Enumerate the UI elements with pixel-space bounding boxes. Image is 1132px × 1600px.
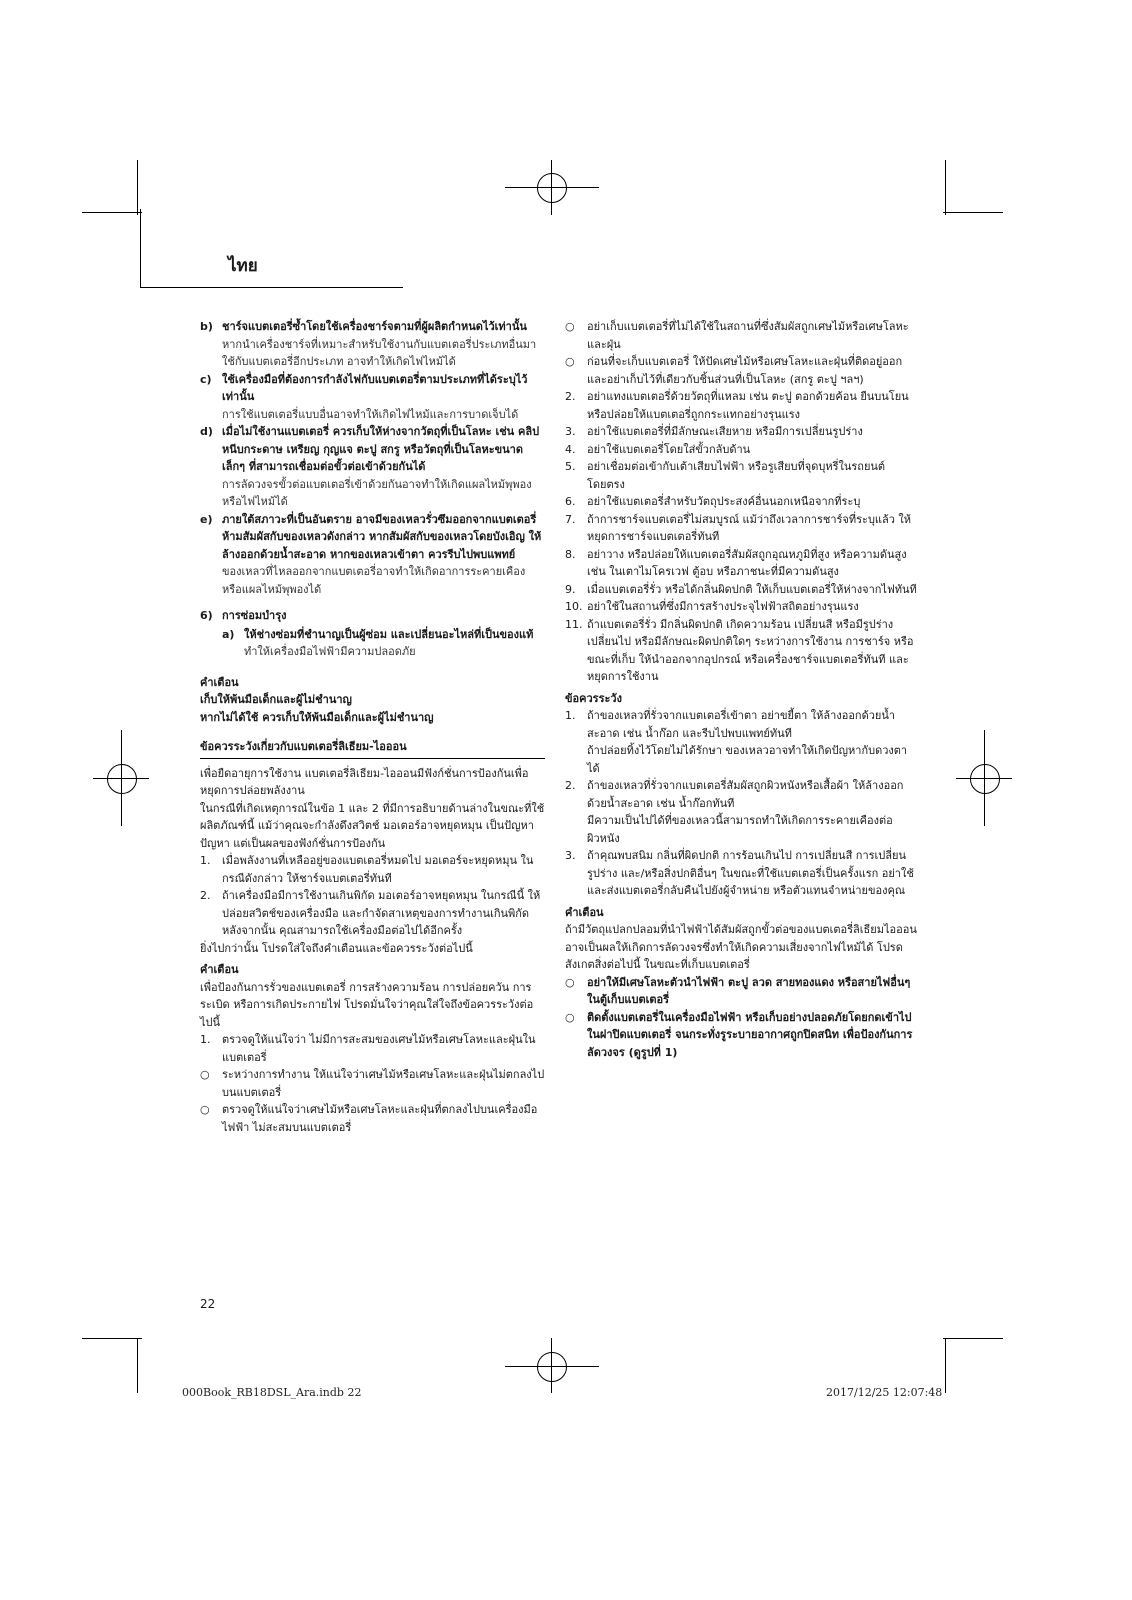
numbered-list: [565, 318, 917, 686]
service-section: 6) การซ่อมบำรุง a) ให้ช่างซ่อมที่ชำนาญเป็นผู้ซ่อม และเปลี่ยนอะไหล่ที่เป็นของแท้ ทำให้เครื่องมือไฟฟ้ามีความปลอดภัย: [200, 607, 545, 661]
language-tab-frame: [140, 209, 403, 288]
paragraph: ยิ่งไปกว่านั้น โปรดใส่ใจถึงคำเตือนและข้อควรระวังต่อไปนี้: [200, 941, 473, 955]
crop-mark: [945, 160, 946, 215]
list-item: ○ ติดตั้งแบตเตอรี่ในเครื่องมือไฟฟ้า หรือเก็บอย่างปลอดภัยโดยกดเข้าไปในฝาปิดแบตเตอรี่ จนกระทั่งรูระบายอากาศถูกปิดสนิท เพื่อป้องกันการลัดวงจร (ดูรูปที่ 1): [565, 1010, 913, 1059]
warning-heading: คำเตือน: [200, 963, 239, 976]
crop-mark: [945, 1338, 946, 1393]
warning-heading: คำเตือน: [565, 905, 604, 919]
list-item: ○ อย่าให้มีเศษโลหะตัวนำไฟฟ้า ตะปู ลวด สายทองแดง หรือสายไฟอื่นๆ ในตู้เก็บแบตเตอรี่: [565, 975, 911, 1006]
list-item: e) ภายใต้สภาวะที่เป็นอันตราย อาจมีของเหลวรั่วซึมออกจากแบตเตอรี่ ห้ามสัมผัสกับของเหลวดังกล่าว หากสัมผัสกับของเหลวโดยบังเอิญ ให้ล้างออกด้วยน้ำสะอาด หากของเหลวเข้าตา ควรรีบไปพบแพทย์ ของเหลวที่ไหลออกจากแบตเตอรี่อาจทำให้เกิดอาการระคายเคืองหรือแผลไหม้พุพองได้: [200, 511, 545, 599]
list-item: 6. อย่าใช้แบตเตอรี่สำหรับวัตถุประสงค์อื่นนอกเหนือจากที่ระบุ: [565, 495, 861, 508]
service-title: การซ่อมบำรุง: [222, 609, 287, 622]
item-title: ใช้เครื่องมือที่ต้องการกำลังไฟกับแบตเตอรี่ตามประเภทที่ได้ระบุไว้เท่านั้น: [222, 372, 528, 403]
crop-mark: [137, 160, 138, 215]
list-item: 5. อย่าเชื่อมต่อเข้ากับเต้าเสียบไฟฟ้า หรือรูเสียบที่จุดบุหรี่ในรถยนต์โดยตรง: [565, 460, 886, 491]
right-column: [565, 318, 917, 1061]
crop-mark: [943, 212, 1003, 213]
list-item: 2. อย่าแทงแบตเตอรี่ด้วยวัตถุที่แหลม เช่น ตะปู ตอกด้วยค้อน ยืนบนโยน หรือปล่อยให้แบตเตอรี่ถูกกระแทกอย่างรุนแรง: [565, 390, 909, 421]
warning-line: เก็บให้พ้นมือเด็กและผู้ไม่ชำนาญ: [200, 693, 352, 706]
list-item: 3. ถ้าคุณพบสนิม กลิ่นที่ผิดปกติ การร้อนเกินไป การเปลี่ยนสี การเปลี่ยนรูปร่าง และ/หรือสิ่งปกติอื่นๆ ในขณะที่ใช้แบตเตอรี่เป็นครั้งแรก อย่าใช้ และส่งแบตเตอรี่กลับคืนไปยังผู้จำหน่าย หรือตัวแทนจำหน่ายของคุณ: [565, 849, 914, 897]
list-item: 8. อย่าวาง หรือปล่อยให้แบตเตอรี่สัมผัสถูกอุณหภูมิที่สูง หรือความดันสูง เช่น ในเตาไมโครเวฟ ตู้อบ หรือภาชนะที่มีความดันสูง: [565, 547, 907, 578]
paragraph: เพื่อป้องกันการรั่วของแบตเตอรี่ การสร้างความร้อน การปล่อยควัน การระเบิด หรือการเกิดประกายไฟ โปรดมั่นใจว่าคุณใส่ใจถึงข้อควรระวังต่อไปนี้: [200, 980, 534, 1029]
list-item: 2. ถ้าของเหลวที่รั่วจากแบตเตอรี่สัมผัสถูกผิวหนังหรือเสื้อผ้า ให้ล้างออกด้วยน้ำสะอาด เช่น น้ำก๊อกทันที มีความเป็นไปได้ที่ของเหลวนี้สามารถทำให้เกิดการระคายเคืองต่อผิวหนัง: [565, 779, 904, 845]
item-title: ภายใต้สภาวะที่เป็นอันตราย อาจมีของเหลวรั่วซึมออกจากแบตเตอรี่ ห้ามสัมผัสกับของเหลวดังกล่าว หากสัมผัสกับของเหลวโดยบังเอิญ ให้ล้างออกด้วยน้ำสะอาด หากของเหลวเข้าตา ควรรีบไปพบแพทย์: [222, 512, 542, 561]
list-item: 2. ถ้าเครื่องมือมีการใช้งานเกินพิกัด มอเตอร์อาจหยุดหมุน ในกรณีนี้ ให้ปล่อยสวิตช์ของเครื่องมือ และกำจัดสาเหตุของการทำงานเกินพิกัด หลังจากนั้น คุณสามารถใช้เครื่องมือต่อไปได้อีกครั้ง: [200, 889, 541, 937]
list-item: 1. เมื่อพลังงานที่เหลืออยู่ของแบตเตอรี่หมดไป มอเตอร์จะหยุดหมุน ในกรณีดังกล่าว ให้ชาร์จแบตเตอรี่ทันที: [200, 854, 534, 885]
left-column: [200, 318, 545, 1136]
list-item: 4. อย่าใช้แบตเตอรี่โดยใส่ขั้วกลับด้าน: [565, 442, 751, 456]
list-item: 10. อย่าใช้ในสถานที่ซึ่งมีการสร้างประจุไฟฟ้าสถิตอย่างรุนแรง: [565, 600, 859, 613]
list-item: 3. อย่าใช้แบตเตอรี่ที่มีลักษณะเสียหาย หรือมีการเปลี่ยนรูปร่าง: [565, 425, 863, 438]
crop-mark: [82, 1338, 142, 1339]
numbered-list: [200, 852, 545, 940]
list-item: ○ ตรวจดูให้แน่ใจว่าเศษไม้หรือเศษโลหะและฝุ่นที่ตกลงไปบนเครื่องมือไฟฟ้า ไม่สะสมบนแบตเตอรี่: [200, 1103, 538, 1134]
item-desc: การใช้แบตเตอรี่แบบอื่นอาจทำให้เกิดไฟไหม้และการบาดเจ็บได้: [222, 407, 519, 421]
service-sub-title: ให้ช่างซ่อมที่ชำนาญเป็นผู้ซ่อม และเปลี่ยนอะไหล่ที่เป็นของแท้: [244, 627, 534, 641]
list-item: 1. ถ้าของเหลวที่รั่วจากแบตเตอรี่เข้าตา อย่าขยี้ตา ให้ล้างออกด้วยน้ำสะอาด เช่น น้ำก๊อก และรีบไปพบแพทย์ทันที ถ้าปล่อยทิ้งไว้โดยไม่ได้รักษา ของเหลวอาจทำให้เกิดปัญหากับดวงตาได้: [565, 709, 908, 775]
list-item: 9. เมื่อแบตเตอรี่รั่ว หรือได้กลิ่นผิดปกติ ให้เก็บแบตเตอรี่ให้ห่างจากไฟทันที: [565, 582, 917, 596]
item-title: เมื่อไม่ใช้งานแบตเตอรี่ ควรเก็บให้ห่างจากวัตถุที่เป็นโลหะ เช่น คลิปหนีบกระดาษ เหรียญ กุญแจ ตะปู สกรู หรือวัตถุที่เป็นโลหะขนาดเล็กๆ ที่สามารถเชื่อมต่อขั้วต่อเข้าด้วยกันได้: [222, 425, 540, 473]
list-item: ○ อย่าเก็บแบตเตอรี่ที่ไม่ได้ใช้ในสถานที่ซึ่งสัมผัสถูกเศษไม้หรือเศษโลหะและฝุ่น: [565, 320, 909, 351]
list-item: d) เมื่อไม่ใช้งานแบตเตอรี่ ควรเก็บให้ห่างจากวัตถุที่เป็นโลหะ เช่น คลิปหนีบกระดาษ เหรียญ กุญแจ ตะปู สกรู หรือวัตถุที่เป็นโลหะขนาดเล็กๆ ที่สามารถเชื่อมต่อขั้วต่อเข้าด้วยกันได้ การลัดวงจรขั้วต่อแบตเตอรี่เข้าด้วยกันอาจทำให้เกิดแผลไหม้พุพองหรือไฟไหม้ได้: [200, 423, 545, 511]
list-item: b) ชาร์จแบตเตอรี่ซ้ำโดยใช้เครื่องชาร์จตามที่ผู้ผลิตกำหนดไว้เท่านั้น หากนำเครื่องชาร์จที่เหมาะสำหรับใช้งานกับแบตเตอรี่ประเภทอื่นมาใช้กับแบตเตอรี่อีกประเภท อาจทำให้เกิดไฟไหม้ได้: [200, 318, 545, 371]
section-title: ข้อควรระวังเกี่ยวกับแบตเตอรี่ลิเธียม-ไอออน: [200, 738, 545, 759]
bullet-list: [565, 974, 917, 1062]
warning-line: หากไม่ได้ใช้ ควรเก็บให้พ้นมือเด็กและผู้ไม่ชำนาญ: [200, 710, 434, 724]
paragraph: ในกรณีที่เกิดเหตุการณ์ในข้อ 1 และ 2 ที่มีการอธิบายด้านล่างในขณะที่ใช้ผลิตภัณฑ์นี้ แม้ว่าคุณจะกำลังดึงสวิตช์ มอเตอร์อาจหยุดหมุน เป็นปัญหาปัญหา แต่เป็นผลของฟังก์ชั่นการป้องกัน: [200, 801, 545, 850]
list-item: c) ใช้เครื่องมือที่ต้องการกำลังไฟกับแบตเตอรี่ตามประเภทที่ได้ระบุไว้เท่านั้น การใช้แบตเตอรี่แบบอื่นอาจทำให้เกิดไฟไหม้และการบาดเจ็บได้: [200, 371, 545, 424]
item-title: ชาร์จแบตเตอรี่ซ้ำโดยใช้เครื่องชาร์จตามที่ผู้ผลิตกำหนดไว้เท่านั้น: [222, 320, 527, 333]
crop-mark: [943, 1338, 1003, 1339]
warning-heading: คำเตือน: [200, 675, 239, 689]
footer-filename: 000Book_RB18DSL_Ara.indb 22: [182, 1386, 362, 1399]
list-item: ○ ก่อนที่จะเก็บแบตเตอรี่ ให้ปัดเศษไม้หรือเศษโลหะและฝุ่นที่ติดอยู่ออก และอย่าเก็บไว้ที่เดียวกับชิ้นส่วนที่เป็นโลหะ (สกรู ตะปู ฯลฯ): [565, 355, 903, 386]
crop-mark: [82, 212, 142, 213]
numbered-list: [200, 1031, 545, 1136]
numbered-list: [565, 707, 917, 900]
caution-heading: ข้อควรระวัง: [565, 691, 622, 705]
footer-timestamp: 2017/12/25 12:07:48: [826, 1386, 943, 1399]
language-label: ไทย: [228, 256, 258, 276]
list-item: 7. ถ้าการชาร์จแบตเตอรี่ไม่สมบูรณ์ แม้ว่าถึงเวลาการชาร์จที่ระบุแล้ว ให้หยุดการชาร์จแบตเตอรี่ทันที: [565, 512, 912, 543]
service-sub-desc: ทำให้เครื่องมือไฟฟ้ามีความปลอดภัย: [244, 645, 416, 658]
paragraph: ถ้ามีวัตถุแปลกปลอมที่นำไฟฟ้าได้สัมผัสถูกขั้วต่อของแบตเตอรี่ลิเธียมไอออน อาจเป็นผลให้เกิดการลัดวงจรซึ่งทำให้เกิดความเสี่ยงจากไฟไหม้ได้ โปรดสังเกตสิ่งต่อไปนี้ ในขณะที่เก็บแบตเตอรี่: [565, 923, 917, 971]
item-desc: หากนำเครื่องชาร์จที่เหมาะสำหรับใช้งานกับแบตเตอรี่ประเภทอื่นมาใช้กับแบตเตอรี่อีกประเภท อาจทำให้เกิดไฟไหม้ได้: [222, 337, 537, 368]
item-desc: การลัดวงจรขั้วต่อแบตเตอรี่เข้าด้วยกันอาจทำให้เกิดแผลไหม้พุพองหรือไฟไหม้ได้: [222, 477, 532, 508]
battery-items-list: [200, 318, 545, 598]
list-item: 11. ถ้าแบตเตอรี่รั่ว มีกลิ่นผิดปกติ เกิดความร้อน เปลี่ยนสี หรือมีรูปร่างเปลี่ยนไป หรือมีลักษณะผิดปกติใดๆ ระหว่างการใช้งาน การชาร์จ หรือขณะที่เก็บ ให้นำออกจากอุปกรณ์ หรือเครื่องชาร์จแบตเตอรี่ทันที และหยุดการใช้งาน: [565, 617, 914, 683]
paragraph: เพื่อยืดอายุการใช้งาน แบตเตอรี่ลิเธียม-ไอออนมีฟังก์ชั่นการป้องกันเพื่อหยุดการปล่อยพลังงาน: [200, 766, 529, 797]
page-number: 22: [200, 1297, 216, 1311]
list-item: 1. ตรวจดูให้แน่ใจว่า ไม่มีการสะสมของเศษไม้หรือเศษโลหะและฝุ่นในแบตเตอรี่: [200, 1033, 536, 1064]
item-desc: ของเหลวที่ไหลออกจากแบตเตอรี่อาจทำให้เกิดอาการระคายเคืองหรือแผลไหม้พุพองได้: [222, 565, 526, 596]
crop-mark: [137, 1338, 138, 1393]
list-item: ○ ระหว่างการทำงาน ให้แน่ใจว่าเศษไม้หรือเศษโลหะและฝุ่นไม่ตกลงไปบนแบตเตอรี่: [200, 1068, 545, 1099]
